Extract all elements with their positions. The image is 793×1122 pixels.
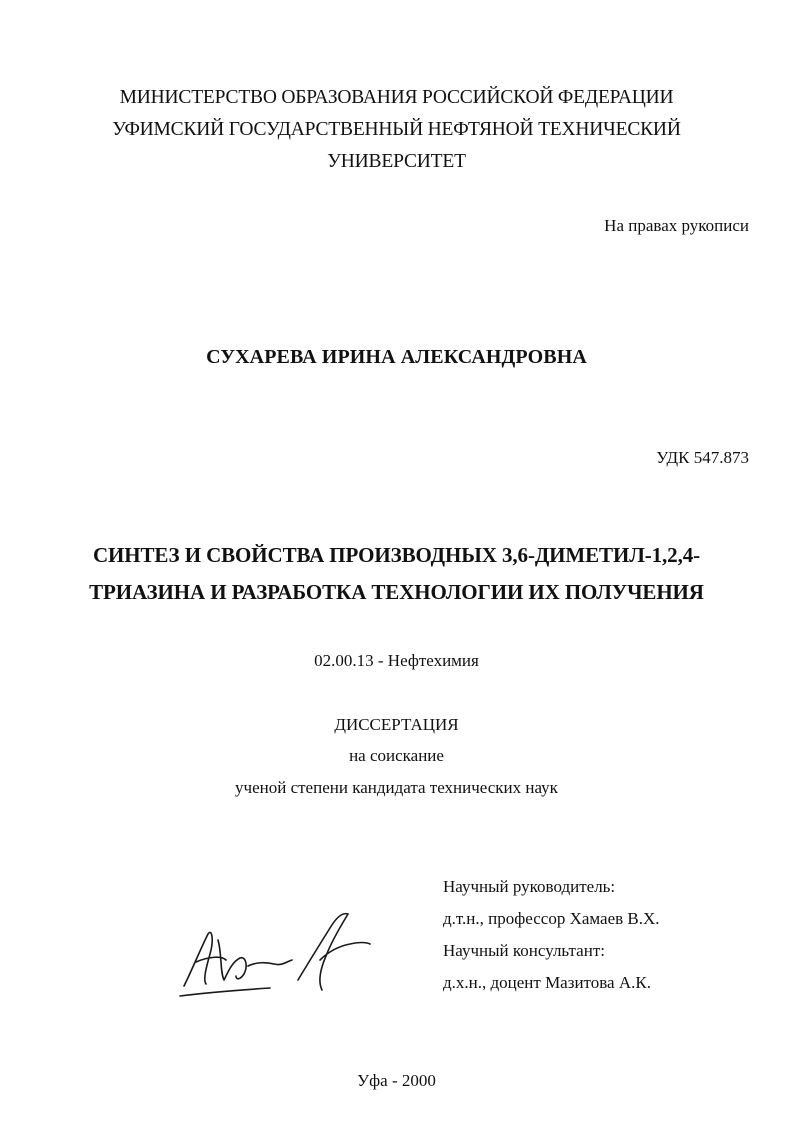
ministry-name: МИНИСТЕРСТВО ОБРАЗОВАНИЯ РОССИЙСКОЙ ФЕДЕРАЦИИ [119, 87, 674, 108]
advisor-label: Научный руководитель: [443, 877, 616, 896]
dissertation-title-line2: ТРИАЗИНА И РАЗРАБОТКА ТЕХНОЛОГИИ ИХ ПОЛУЧЕНИЯ [89, 580, 704, 604]
degree-name: ученой степени кандидата технических наук [235, 778, 558, 797]
degree-purpose: на соискание [349, 746, 444, 765]
university-name-line2: УНИВЕРСИТЕТ [327, 151, 466, 172]
specialty-code: 02.00.13 - Нефтехимия [314, 651, 479, 670]
university-name-line1: УФИМСКИЙ ГОСУДАРСТВЕННЫЙ НЕФТЯНОЙ ТЕХНИЧЕСКИЙ [112, 119, 681, 140]
handwritten-signature [170, 900, 375, 1005]
consultant-label: Научный консультант: [443, 941, 605, 960]
consultant-name: д.х.н., доцент Мазитова А.К. [443, 973, 651, 992]
author-name: СУХАРЕВА ИРИНА АЛЕКСАНДРОВНА [206, 346, 587, 368]
place-and-year: Уфа - 2000 [357, 1071, 436, 1090]
udk-code: УДК 547.873 [656, 448, 749, 467]
document-type: ДИССЕРТАЦИЯ [334, 715, 459, 734]
dissertation-title-line1: СИНТЕЗ И СВОЙСТВА ПРОИЗВОДНЫХ 3,6-ДИМЕТИЛ-1,2,4- [92, 543, 701, 567]
manuscript-note: На правах рукописи [604, 216, 749, 235]
advisor-name: д.т.н., профессор Хамаев В.Х. [443, 909, 660, 928]
